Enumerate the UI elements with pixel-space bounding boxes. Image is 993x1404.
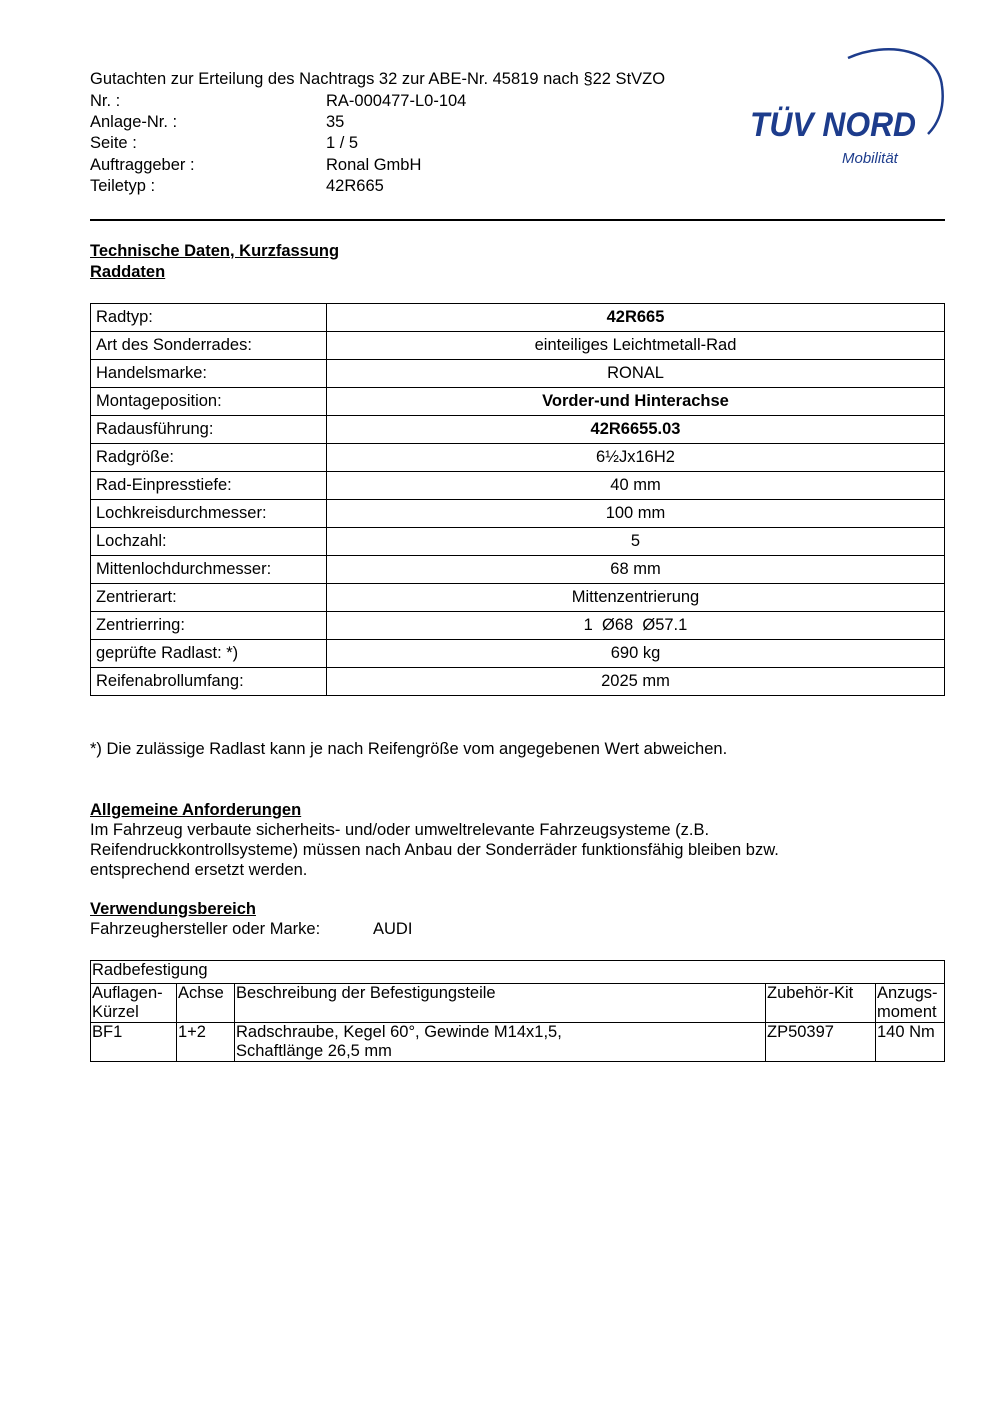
spec-label: Mittenlochdurchmesser: bbox=[91, 556, 327, 584]
cell-achse: 1+2 bbox=[177, 1023, 235, 1062]
table-row bbox=[91, 640, 945, 668]
spec-value: 100 mm bbox=[327, 500, 945, 528]
table-row bbox=[91, 472, 945, 500]
spec-value: 42R665 bbox=[327, 304, 945, 332]
column-header: Auflagen- Kürzel bbox=[91, 984, 177, 1023]
table-row bbox=[91, 961, 945, 984]
table-row bbox=[91, 668, 945, 696]
table-row bbox=[91, 388, 945, 416]
tuv-nord-logo bbox=[748, 46, 948, 170]
cell-anzugsmoment: 140 Nm bbox=[876, 1023, 945, 1062]
table-row bbox=[91, 1023, 945, 1062]
table-row bbox=[91, 332, 945, 360]
spec-label: Rad-Einpresstiefe: bbox=[91, 472, 327, 500]
header-label: Seite : bbox=[90, 134, 137, 152]
spec-label: Reifenabrollumfang: bbox=[91, 668, 327, 696]
header-value: 1 / 5 bbox=[326, 134, 359, 152]
column-header: Anzugs- moment bbox=[876, 984, 945, 1023]
spec-value: 6½Jx16H2 bbox=[327, 444, 945, 472]
header-label: Auftraggeber : bbox=[90, 156, 195, 174]
spec-label: Lochzahl: bbox=[91, 528, 327, 556]
table-row bbox=[91, 556, 945, 584]
header-label: Anlage-Nr. : bbox=[90, 113, 178, 131]
header-rule bbox=[90, 219, 945, 221]
section-title: Verwendungsbereich bbox=[90, 900, 256, 918]
table-row bbox=[91, 528, 945, 556]
spec-label: Radgröße: bbox=[91, 444, 327, 472]
spec-value: 2025 mm bbox=[327, 668, 945, 696]
spec-label: Radtyp: bbox=[91, 304, 327, 332]
spec-value: 42R6655.03 bbox=[327, 416, 945, 444]
table-row bbox=[91, 416, 945, 444]
spec-label: geprüfte Radlast: *) bbox=[91, 640, 327, 668]
footnote: *) Die zulässige Radlast kann je nach Reifengröße vom angegebenen Wert abweichen. bbox=[90, 740, 728, 758]
spec-value: einteiliges Leichtmetall-Rad bbox=[327, 332, 945, 360]
cell-beschreibung: Radschraube, Kegel 60°, Gewinde M14x1,5, Schaftlänge 26,5 mm bbox=[235, 1023, 766, 1062]
paragraph-line: Im Fahrzeug verbaute sicherheits- und/oder umweltrelevante Fahrzeugsysteme (z.B. bbox=[90, 821, 710, 839]
wheel-fixing-table bbox=[90, 960, 945, 1062]
cell-kuerzel: BF1 bbox=[91, 1023, 177, 1062]
spec-label: Zentrierart: bbox=[91, 584, 327, 612]
paragraph-line: Reifendruckkontrollsysteme) müssen nach Anbau der Sonderräder funktionsfähig bleiben bzw. bbox=[90, 841, 779, 859]
table-caption: Radbefestigung bbox=[91, 961, 945, 984]
header-label: Nr. : bbox=[90, 92, 121, 110]
spec-label: Lochkreisdurchmesser: bbox=[91, 500, 327, 528]
column-header: Beschreibung der Befestigungsteile bbox=[235, 984, 766, 1023]
logo-sub-text: Mobilität bbox=[842, 150, 898, 167]
spec-value: 690 kg bbox=[327, 640, 945, 668]
spec-label: Art des Sonderrades: bbox=[91, 332, 327, 360]
spec-label: Handelsmarke: bbox=[91, 360, 327, 388]
spec-label: Radausführung: bbox=[91, 416, 327, 444]
manufacturer-label: Fahrzeughersteller oder Marke: bbox=[90, 920, 321, 938]
table-row bbox=[91, 444, 945, 472]
column-header: Zubehör-Kit bbox=[766, 984, 876, 1023]
header-value: 35 bbox=[326, 113, 345, 131]
column-header: Achse bbox=[177, 984, 235, 1023]
table-row bbox=[91, 500, 945, 528]
table-row bbox=[91, 612, 945, 640]
header-label: Teiletyp : bbox=[90, 177, 156, 195]
header-value: Ronal GmbH bbox=[326, 156, 422, 174]
spec-value: 68 mm bbox=[327, 556, 945, 584]
table-header-row bbox=[91, 984, 945, 1023]
cell-zubehoer-kit: ZP50397 bbox=[766, 1023, 876, 1062]
spec-value: 40 mm bbox=[327, 472, 945, 500]
header-value: RA-000477-L0-104 bbox=[326, 92, 467, 110]
logo-brand-text: TÜV NORD bbox=[750, 106, 916, 144]
spec-label: Zentrierring: bbox=[91, 612, 327, 640]
spec-value: RONAL bbox=[327, 360, 945, 388]
document-title: Gutachten zur Erteilung des Nachtrags 32 zur ABE-Nr. 45819 nach §22 StVZO bbox=[90, 70, 666, 88]
spec-value: 5 bbox=[327, 528, 945, 556]
table-row bbox=[91, 584, 945, 612]
spec-value: 1 Ø68 Ø57.1 bbox=[327, 612, 945, 640]
section-title: Technische Daten, Kurzfassung bbox=[90, 242, 340, 260]
table-row bbox=[91, 360, 945, 388]
header-value: 42R665 bbox=[326, 177, 384, 195]
spec-label: Montageposition: bbox=[91, 388, 327, 416]
spec-value: Vorder-und Hinterachse bbox=[327, 388, 945, 416]
spec-value: Mittenzentrierung bbox=[327, 584, 945, 612]
section-title: Allgemeine Anforderungen bbox=[90, 801, 302, 819]
wheel-data-table bbox=[90, 303, 945, 696]
manufacturer-row bbox=[90, 919, 413, 939]
table-row bbox=[91, 304, 945, 332]
section-subtitle: Raddaten bbox=[90, 263, 166, 281]
manufacturer-value: AUDI bbox=[373, 920, 413, 938]
paragraph-line: entsprechend ersetzt werden. bbox=[90, 861, 308, 879]
